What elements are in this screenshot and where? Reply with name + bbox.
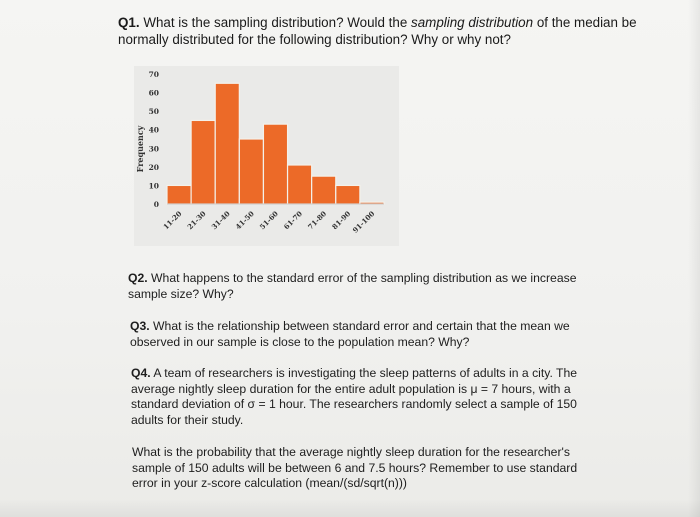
question-2-text: What happens to the standard error of the sampling distribution as we increase sample size? Why? <box>128 271 577 301</box>
histogram-chart <box>134 66 399 246</box>
y-tick-label: 20 <box>148 162 159 172</box>
x-tick-label: 61-70 <box>281 209 305 232</box>
histogram-bar <box>288 165 312 204</box>
question-2 <box>128 271 598 302</box>
y-axis-label: Frequency <box>135 125 145 173</box>
y-tick-label: 30 <box>148 144 159 154</box>
x-tick-label: 41-50 <box>233 209 256 232</box>
histogram-bar <box>312 176 336 204</box>
question-1-text-italic: sampling distribution <box>411 15 534 30</box>
x-tick-label: 91-100 <box>350 209 377 235</box>
y-tick-label: 10 <box>148 181 159 191</box>
question-3-text: What is the relationship between standard error and certain that the mean we observed in our sample is close to the population mean? Why? <box>130 319 570 349</box>
y-tick-label: 0 <box>153 200 159 209</box>
x-tick-label: 31-40 <box>209 209 232 232</box>
question-4 <box>131 366 601 428</box>
question-4-text: A team of researchers is investigating the sleep patterns of adults in a city. The average nightly sleep duration for the entire adult population is μ = 7 hours, with a standard deviation of σ = 1 hour. The researchers randomly select a sample of 150 adults for their study. <box>131 366 577 427</box>
histogram-bar <box>263 124 287 204</box>
question-2-number: Q2. <box>128 271 148 285</box>
question-1 <box>118 14 658 48</box>
histogram-bar <box>215 83 239 204</box>
x-tick-label: 71-80 <box>305 209 329 232</box>
histogram-bar <box>239 139 263 204</box>
x-tick-label: 81-90 <box>330 209 353 232</box>
histogram-bar <box>167 185 191 204</box>
x-tick-label: 11-20 <box>161 209 184 232</box>
question-1-text-a: What is the sampling distribution? Would the <box>139 15 412 30</box>
question-4-followup: What is the probability that the average nightly sleep duration for the researcher's sample of 150 adults will be between 6 and 7.5 hours? Remember to use standard error in your z-score calculation (mean/(sd/sqrt(n))) <box>132 445 578 490</box>
histogram-bar <box>336 185 360 204</box>
question-3 <box>130 319 600 350</box>
histogram-svg <box>134 66 399 246</box>
x-tick-label: 51-60 <box>257 209 280 232</box>
question-1-text-b: of the median be normally distributed for the following distribution? Why or why not? <box>118 15 637 47</box>
y-tick-label: 70 <box>148 70 159 79</box>
x-tick-label: 21-30 <box>185 209 208 232</box>
question-1-number: Q1. <box>118 15 140 30</box>
page-edge-shadow <box>688 0 700 517</box>
y-tick-label: 60 <box>148 88 159 98</box>
question-4-number: Q4. <box>131 366 151 380</box>
y-tick-label: 50 <box>148 107 159 117</box>
question-3-number: Q3. <box>130 319 150 333</box>
page-bottom-shadow <box>0 499 700 517</box>
y-tick-label: 40 <box>148 125 159 135</box>
histogram-bar <box>191 120 215 204</box>
